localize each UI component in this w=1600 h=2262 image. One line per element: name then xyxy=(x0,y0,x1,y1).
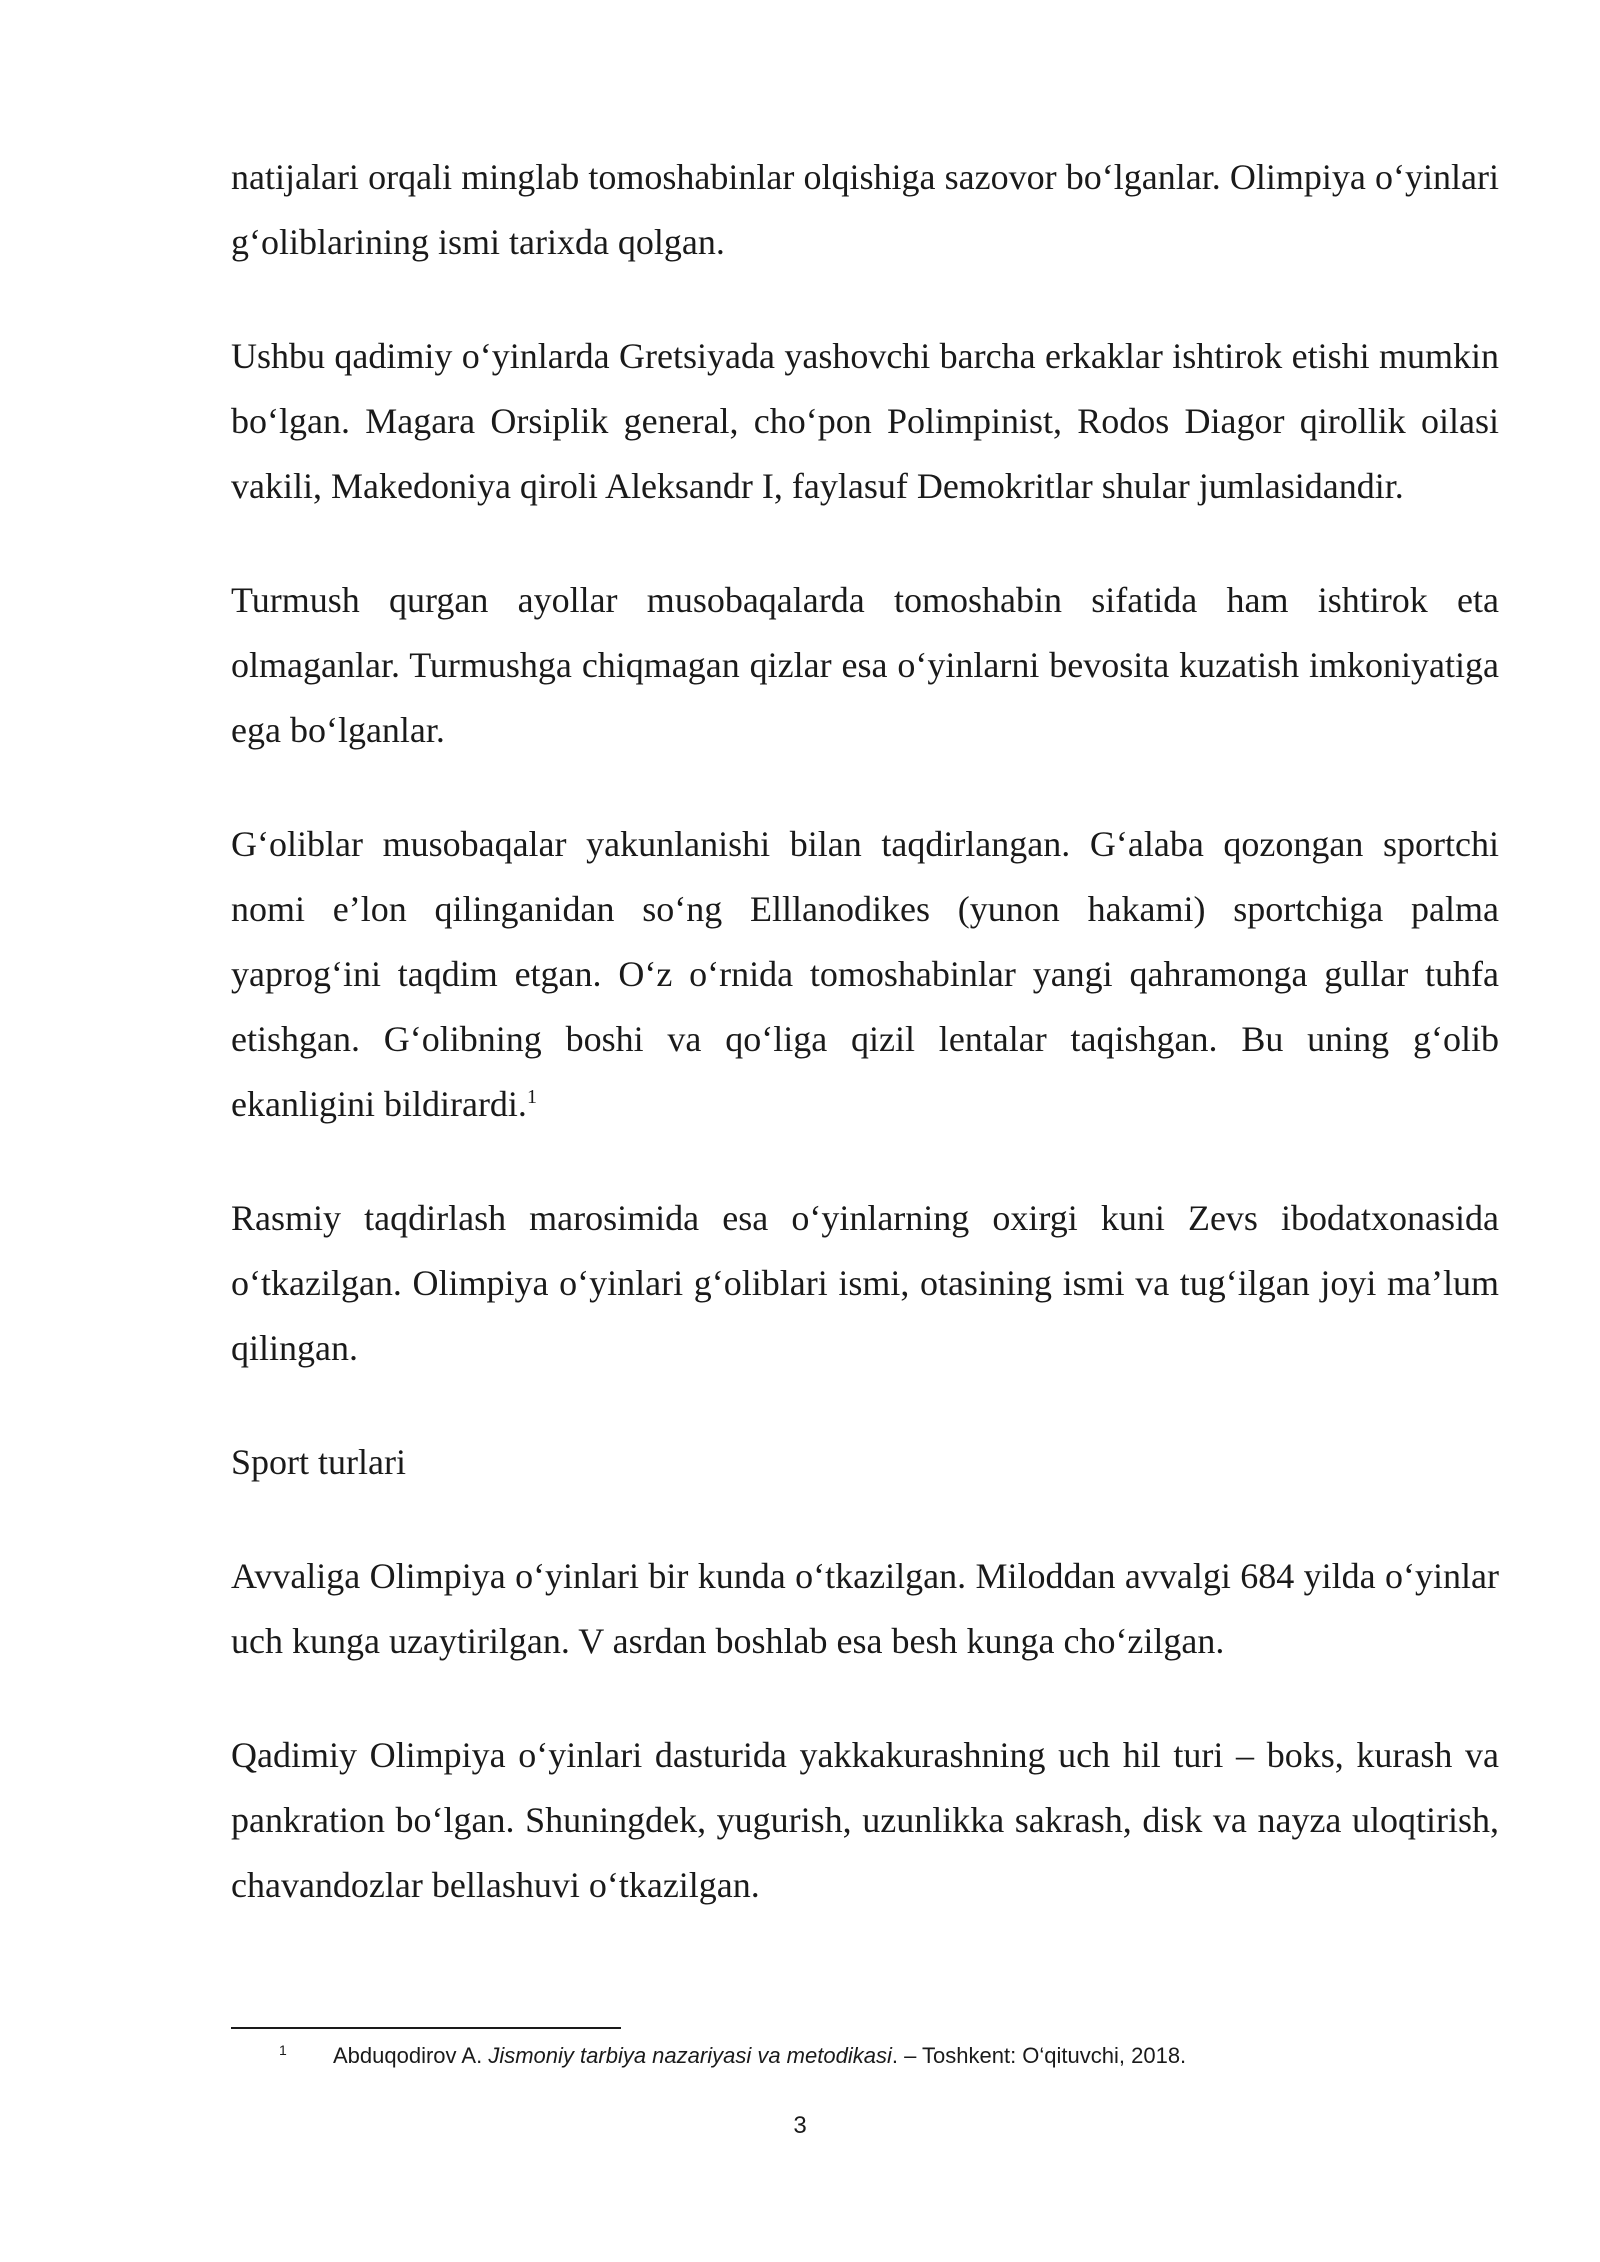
paragraph-6: Avvaliga Olimpiya o‘yinlari bir kunda o‘tkazilgan. Miloddan avvalgi 684 yilda o‘yinlar uch kunga uzaytirilgan. V asrdan boshlab esa besh kunga cho‘zilgan. xyxy=(231,1556,1499,1661)
footnote-number: 1 xyxy=(279,2042,287,2058)
paragraph-5: Rasmiy taqdirlash marosimida esa o‘yinlarning oxirgi kuni Zevs ibodatxonasida o‘tkazilgan. Olimpiya o‘yinlari g‘oliblari ismi, otasining ismi va tug‘ilgan joyi ma’lum qilingan. xyxy=(231,1198,1499,1368)
paragraph-2: Ushbu qadimiy o‘yinlarda Gretsiyada yashovchi barcha erkaklar ishtirok etishi mumkin bo‘lgan. Magara Orsiplik general, cho‘pon Polimpinist, Rodos Diagor qirollik oilasi vakili, Makedoniya qiroli Aleksandr I, faylasuf Demokritlar shular jumlasidandir. xyxy=(231,336,1499,506)
footnote-author: Abduqodirov A. xyxy=(333,2043,489,2068)
footnote-publisher: . – Toshkent: O‘qituvchi, 2018. xyxy=(891,2043,1187,2068)
paragraph-3: Turmush qurgan ayollar musobaqalarda tomoshabin sifatida ham ishtirok eta olmaganlar. Turmushga chiqmagan qizlar esa o‘yinlarni bevosita kuzatish imkoniyatiga ega bo‘lganlar. xyxy=(231,580,1499,750)
body-text xyxy=(231,145,1499,1967)
paragraph-7: Qadimiy Olimpiya o‘yinlari dasturida yakkakurashning uch hil turi – boks, kurash va pankration bo‘lgan. Shuningdek, yugurish, uzunlikka sakrash, disk va nayza uloqtirish, chavandozlar bellashuvi o‘tkazilgan. xyxy=(231,1735,1499,1905)
paragraph-4-text: G‘oliblar musobaqalar yakunlanishi bilan taqdirlangan. G‘alaba qozongan sportchi nomi e’lon qilinganidan so‘ng Elllanodikes (yunon hakami) sportchiga palma yaprog‘ini taqdim etgan. O‘z o‘rnida tomoshabinlar yangi qahramonga gullar tuhfa etishgan. G‘olibning boshi va qo‘liga qizil lentalar taqishgan. Bu uning g‘olib ekanligini bildirardi. xyxy=(231,824,1499,1124)
section-heading: Sport turlari xyxy=(231,1442,406,1482)
footnote-title: Jismoniy tarbiya nazariyasi va metodikasi xyxy=(488,2043,892,2068)
paragraph-1: natijalari orqali minglab tomoshabinlar olqishiga sazovor bo‘lganlar. Olimpiya o‘yinlari g‘oliblarining ismi tarixda qolgan. xyxy=(231,157,1499,262)
page-number: 3 xyxy=(793,2112,807,2139)
footnote-text xyxy=(333,2040,1186,2072)
footnote-reference[interactable]: 1 xyxy=(526,1086,537,1108)
paragraph-4 xyxy=(231,812,1499,1137)
footnote-separator xyxy=(231,2027,621,2029)
